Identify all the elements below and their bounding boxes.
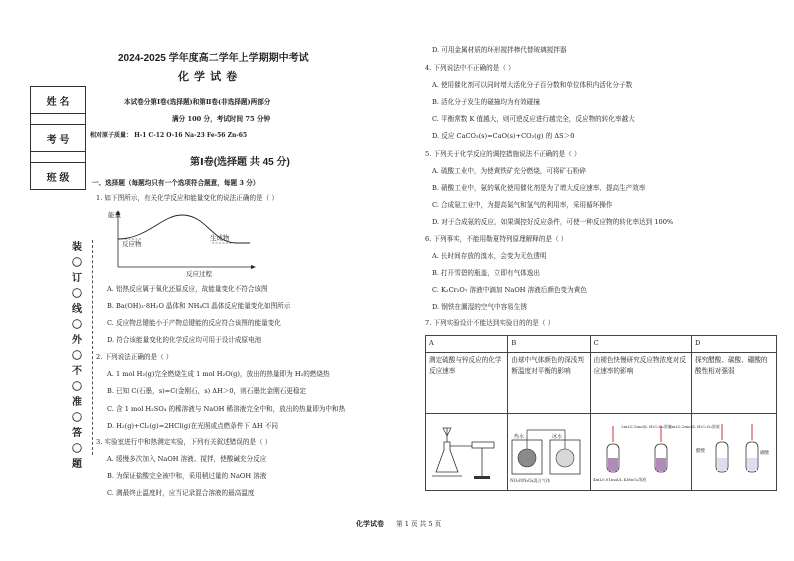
q1-option-a: A. 铝热反应属于氧化还原反应，故能量变化不符合该图 <box>107 285 268 293</box>
q6-stem: 6. 下列事实，不能用勒夏特列原理解释的是（ ） <box>425 235 568 243</box>
boric-acid-label: 硼酸 <box>760 451 769 456</box>
q7-apparatus-b <box>508 414 590 491</box>
q4-option-a: A. 使用催化剂可以同时增大活化分子百分数和单位体积内活化分子数 <box>432 81 633 89</box>
footer-page: 第 1 页 共 5 页 <box>396 520 442 528</box>
q6-option-a: A. 长时间存放的溴水，会变为无色透明 <box>432 252 547 260</box>
products-label: 生成物 <box>210 234 230 242</box>
name-field[interactable]: 姓 名 <box>31 87 86 114</box>
hot-water-label: 热水 <box>514 434 525 440</box>
q5-option-c: C. 合成氨工业中，为提高氮气和氢气的利用率，采用循环操作 <box>432 201 613 209</box>
q6-option-c: C. K₂Cr₂O₇ 溶液中滴加 NaOH 溶液后颜色变为黄色 <box>432 286 587 294</box>
q2-option-b: B. 已知 C(石墨，s)=C(金刚石，s) ΔH＞0，则石墨比金刚石更稳定 <box>107 387 307 395</box>
subject-title: 化 学 试 卷 <box>178 71 239 83</box>
exam-title: 2024-2025 学年度高二学年上学期期中考试 <box>118 53 309 64</box>
class-field[interactable]: 班 级 <box>31 163 86 190</box>
q4-option-c: C. 平衡常数 K 值越大，则可逆反应进行越完全，反应物的转化率越大 <box>432 115 635 123</box>
q7-header-d: D <box>692 336 777 353</box>
acid-strength-apparatus-icon <box>692 414 776 486</box>
q2-option-c: C. 含 1 mol H₂SO₄ 的稀溶液与 NaOH 稀溶液完全中和，放出的热量即为中和热 <box>107 405 346 413</box>
q4-option-d: D. 反应 CaCO₃(s)=CaO(s)+CO₂(g) 的 ΔS＞0 <box>432 132 575 140</box>
q7-apparatus-d <box>692 414 777 491</box>
atomic-masses: 相对原子质量： H-1 C-12 O-16 Na-23 Fe-56 Zn-65 <box>90 132 248 139</box>
q1-option-d: D. 符合该能量变化的化学反应均可用于设计成原电池 <box>107 336 262 344</box>
energy-diagram <box>108 209 262 279</box>
q3-option-a: A. 缓慢多次加入 NaOH 溶液、搅拌，使酸碱充分反应 <box>107 455 267 463</box>
q3-stem: 3. 实验室进行中和热测定实验，下列有关叙述错误的是（ ） <box>96 438 272 446</box>
q3-option-c: C. 测最终止温度时，应当记录混合溶液的最高温度 <box>107 489 255 497</box>
q7-stem: 7. 下列实验设计不能达到实验目的的是（ ） <box>425 319 555 327</box>
q2-option-d: D. H₂(g)+Cl₂(g)=2HCl(g)在光照或点燃条件下 ΔH 不同 <box>107 422 278 430</box>
q5-option-d: D. 对于合成氨的反应，如果调控好反应条件，可使一种反应物的转化率达到 100% <box>432 218 674 226</box>
q5-option-a: A. 硫酸工业中，为使黄铁矿充分燃烧，可将矿石粉碎 <box>432 167 587 175</box>
q6-option-b: B. 打开雪碧的瓶盖，立即有气体逸出 <box>432 269 540 277</box>
q5-option-b: B. 硝酸工业中，氨的氧化使用催化剂是为了增大反应速率、提高生产效率 <box>432 184 646 192</box>
q1-option-b: B. Ba(OH)₂·8H₂O 晶体和 NH₄Cl 晶体反应能量变化如图所示 <box>107 302 291 310</box>
q6-option-d: D. 钢铁在潮湿的空气中容易生锈 <box>432 303 527 311</box>
c-right-reagent: 2mL0.2mol/L H₂C₂O₄溶液 <box>668 424 720 429</box>
no2-balls-apparatus-icon <box>508 414 584 486</box>
exam-note-parts: 本试卷分第Ⅰ卷(选择题)和第Ⅱ卷(非选择题)两部分 <box>124 98 271 106</box>
q3-option-d: D. 可用金属材质的环形搅拌棒代替玻璃搅拌器 <box>432 46 567 54</box>
c-left-reagent: 2mL0.1mol/L H₂C₂O₄溶液 <box>620 424 672 429</box>
ice-water-label: 冰水 <box>552 434 563 440</box>
zinc-acid-apparatus-icon <box>426 414 502 486</box>
q1-option-c: C. 反应物总键能小于产物总键能的反应符合该图的能量变化 <box>107 319 281 327</box>
reaction-axis-label: 反应过程 <box>186 270 212 278</box>
q3-option-b: B. 为保证盐酸完全被中和，采用稍过量的 NaOH 溶液 <box>107 472 267 480</box>
q1-stem: 1. 如下图所示，有关化学反应和能量变化的说法正确的是（ ） <box>96 194 278 202</box>
q7-cell-b: 由球中气体颜色的深浅判断温度对平衡的影响 <box>508 353 590 414</box>
q7-cell-c: 由褪色快慢研究反应物浓度对反应速率的影响 <box>590 353 691 414</box>
q7-apparatus-a <box>426 414 508 491</box>
acetic-acid-label: 醋酸 <box>696 449 705 454</box>
section-heading: 一、选择题（每题均只有一个选项符合题意，每题 3 分） <box>92 179 260 187</box>
gas-mixture-label: NO₂和N₂O₄混合气体 <box>510 478 551 483</box>
binding-line-notice: 装 〇 订 〇 线 〇 外 〇 不 〇 准 〇 答 〇 题 <box>72 242 82 470</box>
q7-header-c: C <box>590 336 691 353</box>
q2-option-a: A. 1 mol H₂(g)完全燃烧生成 1 mol H₂O(g)，放出的热量即为 H₂的燃烧热 <box>107 370 330 378</box>
footer-subject: 化学试卷 <box>356 521 384 528</box>
energy-axis-label: 能量 <box>108 211 121 219</box>
q4-option-b: B. 活化分子发生的碰撞均为有效碰撞 <box>432 98 540 106</box>
reactants-label: 反应物 <box>122 240 142 248</box>
exam-note-time: 满分 100 分，考试时间 75 分钟 <box>172 115 271 123</box>
q7-cell-a: 测定硫酸与锌反应的化学反应速率 <box>426 353 508 414</box>
q2-stem: 2. 下列说法正确的是（ ） <box>96 353 173 361</box>
q7-header-a: A <box>426 336 508 353</box>
student-info-box <box>30 86 86 190</box>
q7-cell-d: 探究醋酸、碳酸、硼酸的酸性相对强弱 <box>692 353 777 414</box>
binding-dashed-line <box>92 240 93 455</box>
q7-header-b: B <box>508 336 590 353</box>
q5-stem: 5. 下列关于化学反应的调控措施说法不正确的是（ ） <box>425 150 581 158</box>
exam-number-field[interactable]: 考 号 <box>31 125 86 152</box>
part1-title: 第Ⅰ卷(选择题 共 45 分) <box>190 157 290 168</box>
q7-table <box>425 335 777 491</box>
c-bottom-reagent: 4mL0.01mol/L KMnO₄溶液 <box>592 477 646 482</box>
q4-stem: 4. 下列说法中不正确的是（ ） <box>425 64 515 72</box>
